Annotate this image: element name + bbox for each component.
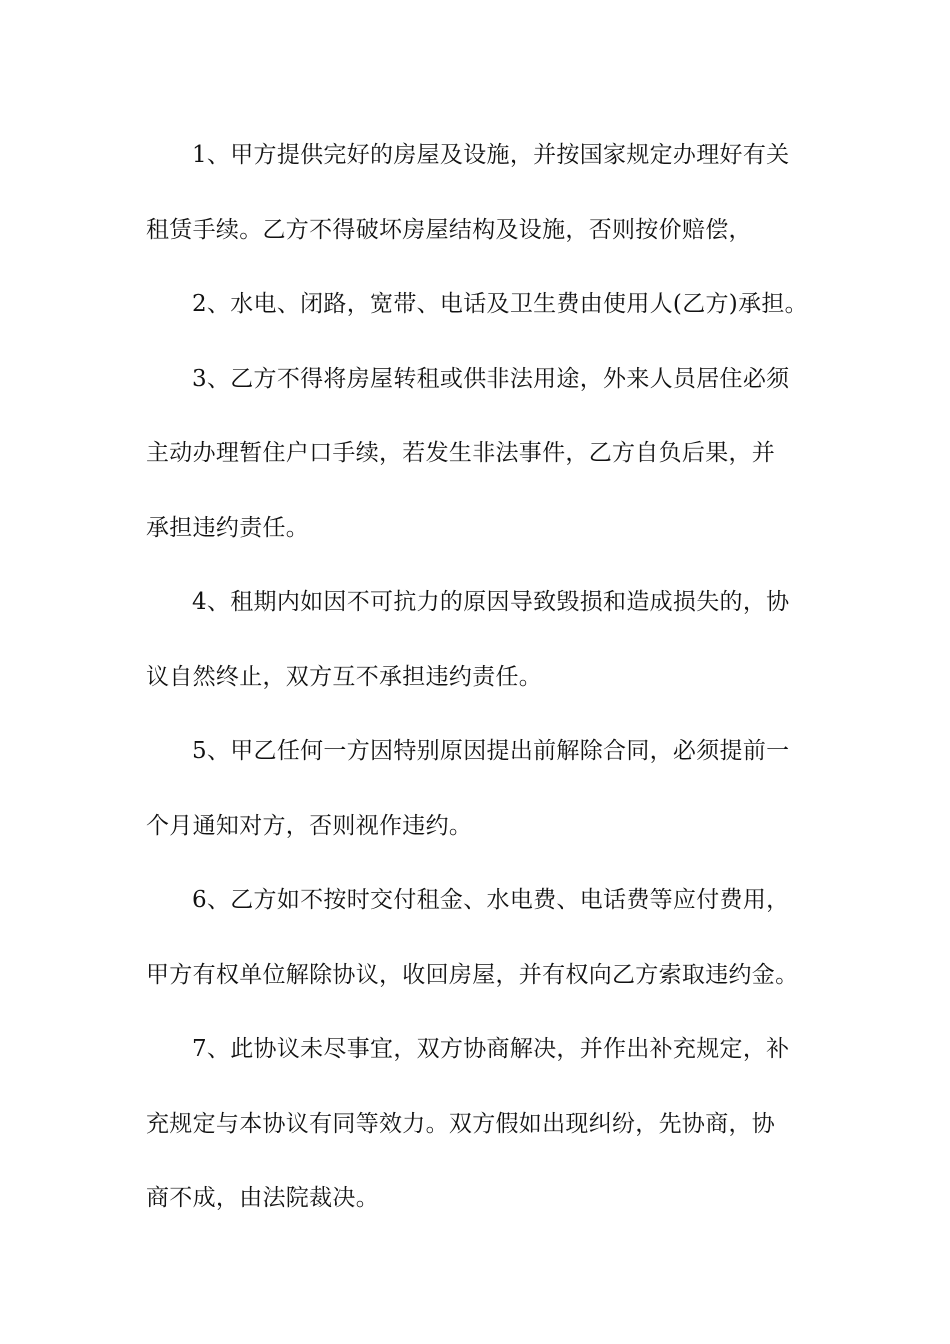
clause-6-line-1: 6、乙方如不按时交付租金、水电费、电话费等应付费用， [192, 887, 790, 913]
clause-2-line-1: 2、水电、闭路，宽带、电话及卫生费由使用人(乙方)承担。 [192, 291, 808, 317]
clause-3-line-2: 主动办理暂住户口手续，若发生非法事件，乙方自负后果，并 [146, 440, 776, 466]
clause-7-line-2: 充规定与本协议有同等效力。双方假如出现纠纷，先协商，协 [146, 1110, 776, 1137]
clause-7-line-1: 7、此协议未尽事宜，双方协商解决，并作出补充规定，补 [192, 1036, 790, 1062]
clause-3-line-3: 承担违约责任。 [146, 514, 310, 541]
clause-4-line-2: 议自然终止，双方互不承担违约责任。 [146, 663, 543, 690]
clause-5-line-2: 个月通知对方，否则视作违约。 [146, 812, 473, 839]
clause-1-line-2: 租赁手续。乙方不得破坏房屋结构及设施，否则按价赔偿， [146, 216, 752, 243]
clause-7-line-3: 商不成，由法院裁决。 [146, 1185, 379, 1211]
clause-3-line-1: 3、乙方不得将房屋转租或供非法用途，外来人员居住必须 [192, 365, 790, 392]
clause-5-line-1: 5、甲乙任何一方因特别原因提出前解除合同，必须提前一 [192, 738, 790, 764]
contract-clauses [146, 118, 826, 1236]
clause-6-line-2: 甲方有权单位解除协议，收回房屋，并有权向乙方索取违约金。 [146, 961, 799, 988]
clause-1-line-1: 1、甲方提供完好的房屋及设施，并按国家规定办理好有关 [192, 142, 790, 168]
clause-4-line-1: 4、租期内如因不可抗力的原因导致毁损和造成损失的，协 [192, 589, 790, 615]
